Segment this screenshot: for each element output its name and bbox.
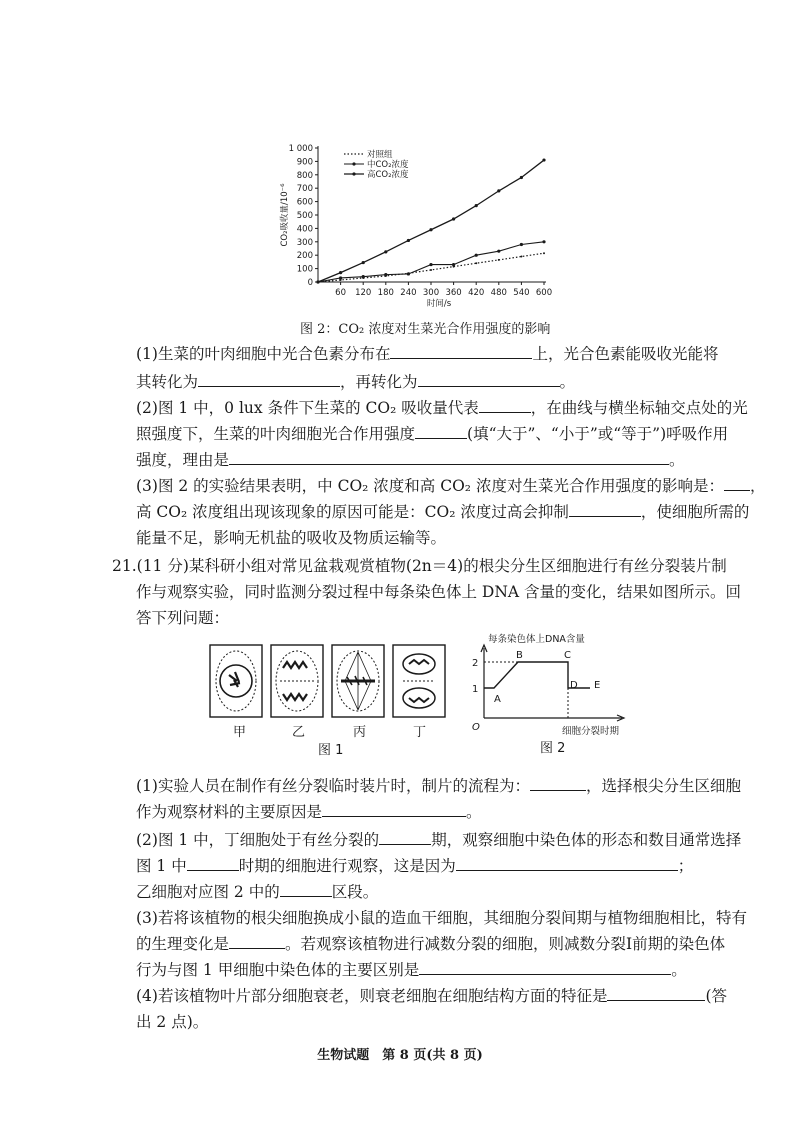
series-line-1 [318,242,544,282]
q20-part1-line2: 其转化为 ，再转化为 。 [136,373,576,391]
data-point [475,254,478,257]
y-tick-label: 1 000 [288,144,313,154]
x-tick-label: 480 [490,288,507,298]
data-point [384,250,387,253]
legend-marker [352,162,355,165]
fig2-point-e: E [594,680,601,691]
fig2-point-b: B [516,650,523,661]
fig2-xlabel: 细胞分裂时期 [562,726,620,737]
x-tick-label: 540 [513,288,530,298]
y-tick-label: 300 [296,237,313,248]
fig2-point-d: D [570,680,578,691]
data-point [520,256,522,258]
data-point [497,250,500,253]
data-point [452,263,455,266]
data-point [543,252,545,254]
data-point [475,262,477,264]
y-tick-label: 700 [296,184,313,195]
q20-part2-line1: (2)图 1 中，0 lux 条件下生菜的 CO₂ 吸收量代表 ，在曲线与横坐标轴交点处的光 [136,399,748,417]
y-tick-label: 900 [296,157,313,168]
x-axis-label: 时间/s [426,299,452,309]
x-tick-label: 360 [445,288,462,298]
x-tick-label: 420 [468,288,485,298]
q21-part2-line3: 乙细胞对应图 2 中的 区段。 [136,883,379,901]
y-tick-label: 100 [296,264,313,275]
data-point [362,275,365,278]
legend-marker [352,172,355,175]
data-point [430,269,432,271]
y-tick-label: 200 [296,251,313,262]
data-point [407,272,410,275]
fig1-cells [205,640,450,760]
q21-part3-line3: 行为与图 1 甲细胞中染色体的主要区别是 。 [136,961,687,979]
q21-part2-line1: (2)图 1 中，丁细胞处于有丝分裂的 期，观察细胞中染色体的形态和数目通常选择 [136,831,742,849]
legend-label: 中CO₂浓度 [367,160,409,170]
q21-intro-line2: 作与观察实验，同时监测分裂过程中每条染色体上 DNA 含量的变化，结果如图所示。回 [136,583,742,601]
chart-caption: 图 2：CO₂ 浓度对生菜光合作用强度的影响 [300,322,551,337]
fig2-point-c: C [564,650,571,661]
x-tick-label: 120 [355,288,372,298]
q21-part3-line2: 的生理变化是 。若观察该植物进行减数分裂的细胞，则减数分裂Ⅰ前期的染色体 [136,935,726,953]
data-point [362,261,365,264]
fig2-ytick-1: 1 [472,684,479,695]
data-point [498,259,500,261]
q20-part2-line2: 照强度下，生菜的叶肉细胞光合作用强度 (填“大于”、“小于”或“等于”)呼吸作用 [136,425,729,443]
fig2-origin: O [472,722,480,733]
data-point [429,228,432,231]
x-tick-label: 60 [335,288,347,298]
q21-part1-line2: 作为观察材料的主要原因是 。 [136,803,482,821]
legend-label: 高CO₂浓度 [367,170,409,180]
q21-intro-line3: 答下列问题： [136,609,230,627]
q21-part2-line2: 图 1 中 时期的细胞进行观察，这是因为 ； [136,857,694,875]
data-point [452,217,455,220]
x-tick-label: 180 [377,288,394,298]
cell-bing [332,645,384,717]
data-point [520,243,523,246]
q21-part4-line1: (4)若该植物叶片部分细胞衰老，则衰老细胞在细胞结构方面的特征是 (答 [136,987,728,1005]
q20-part3-line1: (3)图 2 的实验结果表明，中 CO₂ 浓度和高 CO₂ 浓度对生菜光合作用强度的影响是： ， [136,477,766,495]
q20-part3-line3: 能量不足，影响无机盐的吸收及物质运输等。 [136,529,447,547]
data-point [497,189,500,192]
y-tick-label: 400 [296,224,313,235]
fig2-ytick-2: 2 [472,658,479,669]
q21-part3-line1: (3)若将该植物的根尖细胞换成小鼠的造血干细胞，其细胞分裂间期与植物细胞相比，特有 [136,909,747,927]
fig2-dna-graph [464,632,634,756]
q21-part1-line1: (1)实验人员在制作有丝分裂临时装片时，制片的流程为： ，选择根尖分生区细胞 [136,777,741,795]
cell-yi [271,645,323,717]
legend-label: 对照组 [367,150,393,160]
y-axis-label: CO₂吸收量/10⁻⁶ [280,183,290,247]
data-point [339,271,342,274]
data-point [316,280,319,283]
y-tick-label: 600 [296,197,313,208]
cell-ding [393,645,445,717]
q21-intro-line1: 21.(11 分)某科研小组对常见盆栽观赏植物(2n＝4)的根尖分生区细胞进行有丝分裂装片制 [112,557,727,575]
data-point [429,263,432,266]
label-bing: 丙 [353,725,367,740]
q20-part2-line3: 强度，理由是 。 [136,451,685,469]
page-footer: 生物试题 第 8 页(共 8 页) [317,1048,483,1063]
y-tick-label: 500 [296,211,313,221]
data-point [407,239,410,242]
fig2-ylabel: 每条染色体上DNA含量 [488,634,585,645]
data-point [475,204,478,207]
x-tick-label: 240 [400,288,417,298]
data-point [384,273,387,276]
label-ding: 丁 [413,725,427,740]
x-tick-label: 600 [535,288,553,298]
fig2-point-a: A [494,694,501,705]
co2-chart [270,140,560,340]
label-yi: 乙 [292,725,306,740]
q20-part3-line2: 高 CO₂ 浓度组出现该现象的原因可能是：CO₂ 浓度过高会抑制 ，使细胞所需的 [136,503,750,521]
fig1-caption: 图 1 [318,743,344,758]
label-jia: 甲 [233,725,247,740]
x-tick-label: 300 [422,288,440,298]
data-point [542,158,545,161]
q20-part1-line1: (1)生菜的叶肉细胞中光合色素分布在 上，光合色素能吸收光能将 [136,345,719,363]
fig2-caption: 图 2 [540,741,566,756]
data-point [339,276,342,279]
y-tick-label: 800 [296,170,313,181]
data-point [520,176,523,179]
y-tick-label: 0 [307,278,313,288]
data-point [542,240,545,243]
q21-part4-line2: 出 2 点)。 [136,1013,209,1031]
cell-jia [210,645,262,717]
